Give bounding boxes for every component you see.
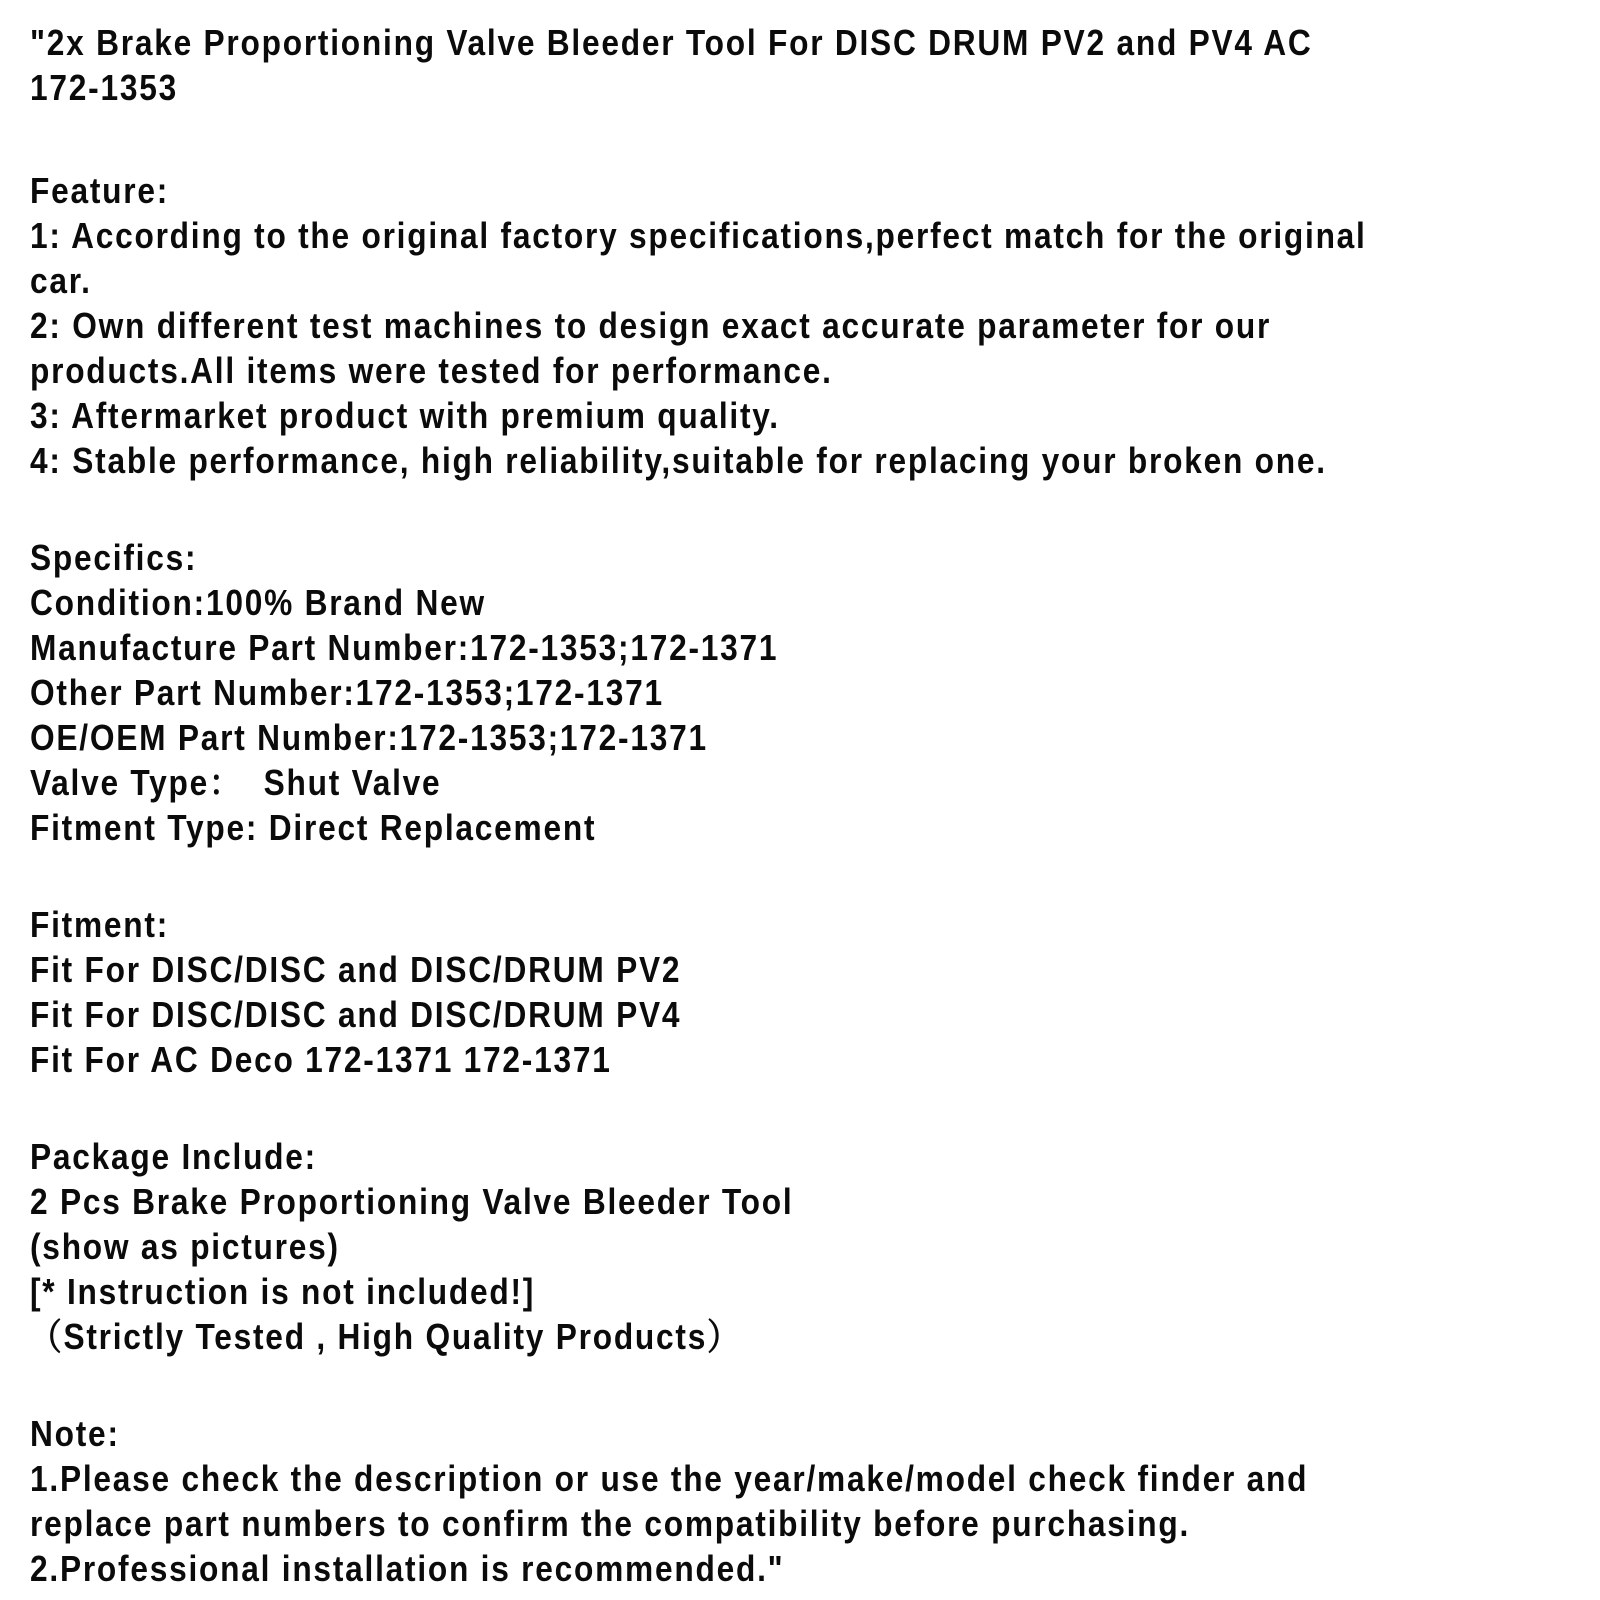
package-include-line: [* Instruction is not included!] <box>30 1271 536 1312</box>
feature-line: car. <box>30 260 92 301</box>
blank-line <box>30 1082 1590 1134</box>
blank-line <box>30 850 1590 902</box>
package-include-line: (show as pictures) <box>30 1226 340 1267</box>
feature-line: 3: Aftermarket product with premium quality. <box>30 395 780 436</box>
specifics-line-fitment-type: Fitment Type: Direct Replacement <box>30 807 597 848</box>
specifics-line-oe-oem-part-number: OE/OEM Part Number:172-1353;172-1371 <box>30 717 708 758</box>
note-heading: Note: <box>30 1413 120 1454</box>
blank-line <box>30 1359 1590 1411</box>
specifics-line-manufacture-part-number: Manufacture Part Number:172-1353;172-1371 <box>30 627 779 668</box>
fitment-line: Fit For AC Deco 172-1371 172-1371 <box>30 1039 612 1080</box>
note-line: replace part numbers to confirm the compatibility before purchasing. <box>30 1503 1191 1544</box>
specifics-line-other-part-number: Other Part Number:172-1353;172-1371 <box>30 672 664 713</box>
blank-line <box>30 110 1590 168</box>
fitment-line: Fit For DISC/DISC and DISC/DRUM PV2 <box>30 949 682 990</box>
feature-line: 4: Stable performance, high reliability,suitable for replacing your broken one. <box>30 440 1327 481</box>
product-title-line-2: 172-1353 <box>30 67 178 108</box>
package-include-heading: Package Include: <box>30 1136 317 1177</box>
note-line: 1.Please check the description or use the year/make/model check finder and <box>30 1458 1309 1499</box>
specifics-line-valve-type: Valve Type： Shut Valve <box>30 762 442 803</box>
feature-heading: Feature: <box>30 170 170 211</box>
fitment-line: Fit For DISC/DISC and DISC/DRUM PV4 <box>30 994 682 1035</box>
feature-line: 1: According to the original factory specifications,perfect match for the original <box>30 215 1367 256</box>
note-line: 2.Professional installation is recommended." <box>30 1548 785 1589</box>
feature-line: 2: Own different test machines to design exact accurate parameter for our <box>30 305 1272 346</box>
fitment-heading: Fitment: <box>30 904 170 945</box>
specifics-heading: Specifics: <box>30 537 198 578</box>
specifics-line-condition: Condition:100% Brand New <box>30 582 486 623</box>
blank-line <box>30 483 1590 535</box>
feature-line: products.All items were tested for performance. <box>30 350 833 391</box>
package-include-line: （Strictly Tested , High Quality Products） <box>30 1316 741 1357</box>
package-include-line: 2 Pcs Brake Proportioning Valve Bleeder Tool <box>30 1181 794 1222</box>
product-title-line-1: "2x Brake Proportioning Valve Bleeder Tool For DISC DRUM PV2 and PV4 AC <box>30 22 1313 63</box>
